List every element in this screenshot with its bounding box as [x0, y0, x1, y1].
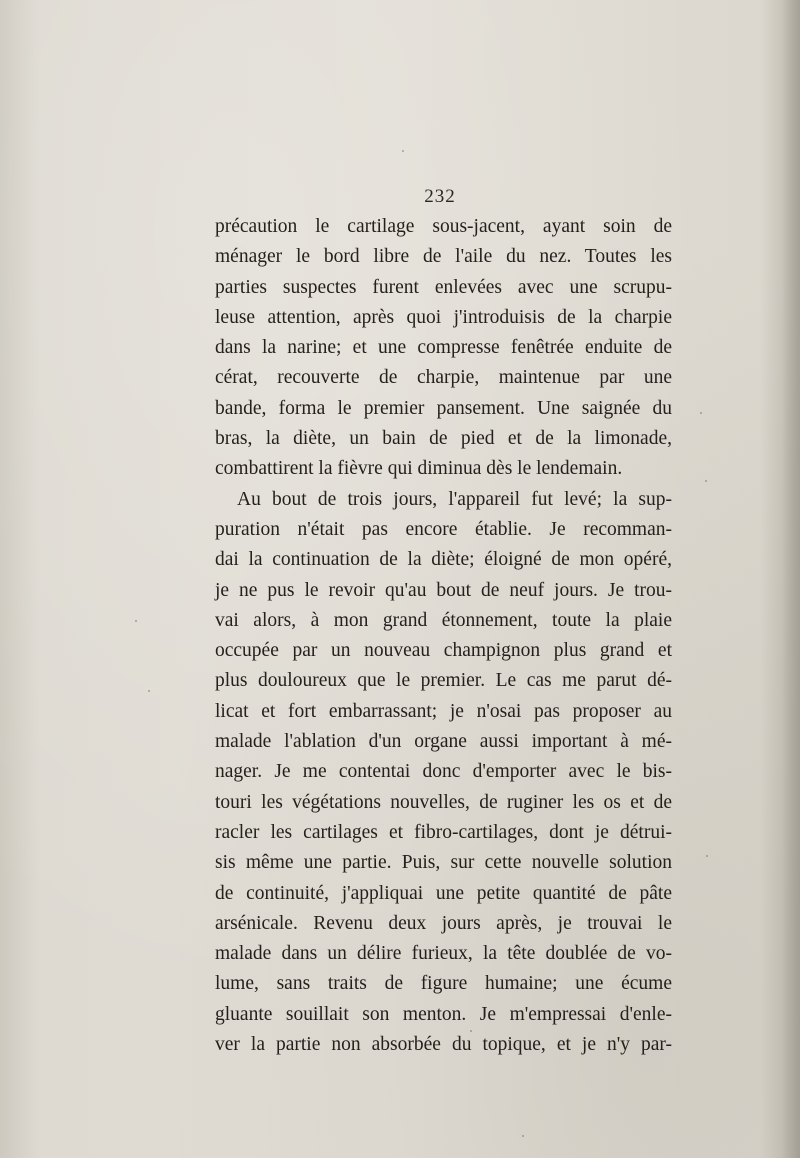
page-edge-shadow	[782, 0, 800, 1158]
text-line: parties suspectes furent enlevées avec une scrupu-	[215, 276, 672, 298]
text-line: malade l'ablation d'un organe aussi important à mé-	[215, 731, 672, 753]
text-line: lume, sans traits de figure humaine; une écume	[215, 973, 672, 995]
text-line: bande, forma le premier pansement. Une saignée du	[215, 397, 672, 419]
text-line: licat et fort embarrassant; je n'osai pas proposer au	[215, 700, 672, 722]
text-line: de continuité, j'appliquai une petite quantité de pâte	[215, 882, 672, 904]
text-line: sis même une partie. Puis, sur cette nouvelle solution	[215, 852, 672, 874]
page-number: 232	[424, 186, 456, 207]
text-line: bras, la diète, un bain de pied et de la limonade,	[215, 428, 672, 450]
text-line: Au bout de trois jours, l'appareil fut levé; la sup-	[237, 488, 672, 510]
text-line: nager. Je me contentai donc d'emporter avec le bis-	[215, 761, 672, 783]
text-line: plus douloureux que le premier. Le cas me parut dé-	[215, 670, 672, 692]
text-line: arsénicale. Revenu deux jours après, je trouvai le	[215, 912, 672, 934]
text-line: ménager le bord libre de l'aile du nez. Toutes les	[215, 246, 672, 268]
text-line: je ne pus le revoir qu'au bout de neuf jours. Je trou-	[215, 579, 672, 601]
text-line: ver la partie non absorbée du topique, et je n'y par-	[215, 1034, 672, 1056]
text-line: précaution le cartilage sous-jacent, ayant soin de	[215, 216, 672, 237]
text-line: combattirent la fièvre qui diminua dès le lendemain.	[215, 458, 623, 480]
text-line: vai alors, à mon grand étonnement, toute la plaie	[215, 609, 672, 631]
text-line: puration n'était pas encore établie. Je recomman-	[215, 518, 672, 540]
body-text	[215, 212, 672, 1060]
text-line: leuse attention, après quoi j'introduisis de la charpie	[215, 306, 672, 328]
text-line: cérat, recouverte de charpie, maintenue par une	[215, 367, 672, 389]
text-line: dans la narine; et une compresse fenêtrée enduite de	[215, 337, 672, 359]
text-line: racler les cartilages et fibro-cartilages, dont je détrui-	[215, 821, 672, 843]
text-line: occupée par un nouveau champignon plus grand et	[215, 640, 672, 662]
text-line: gluante souillait son menton. Je m'empressai d'enle-	[215, 1003, 672, 1025]
text-line: malade dans un délire furieux, la tête doublée de vo-	[215, 943, 672, 965]
text-line: touri les végétations nouvelles, de ruginer les os et de	[215, 791, 672, 813]
text-line: dai la continuation de la diète; éloigné de mon opéré,	[215, 549, 672, 571]
